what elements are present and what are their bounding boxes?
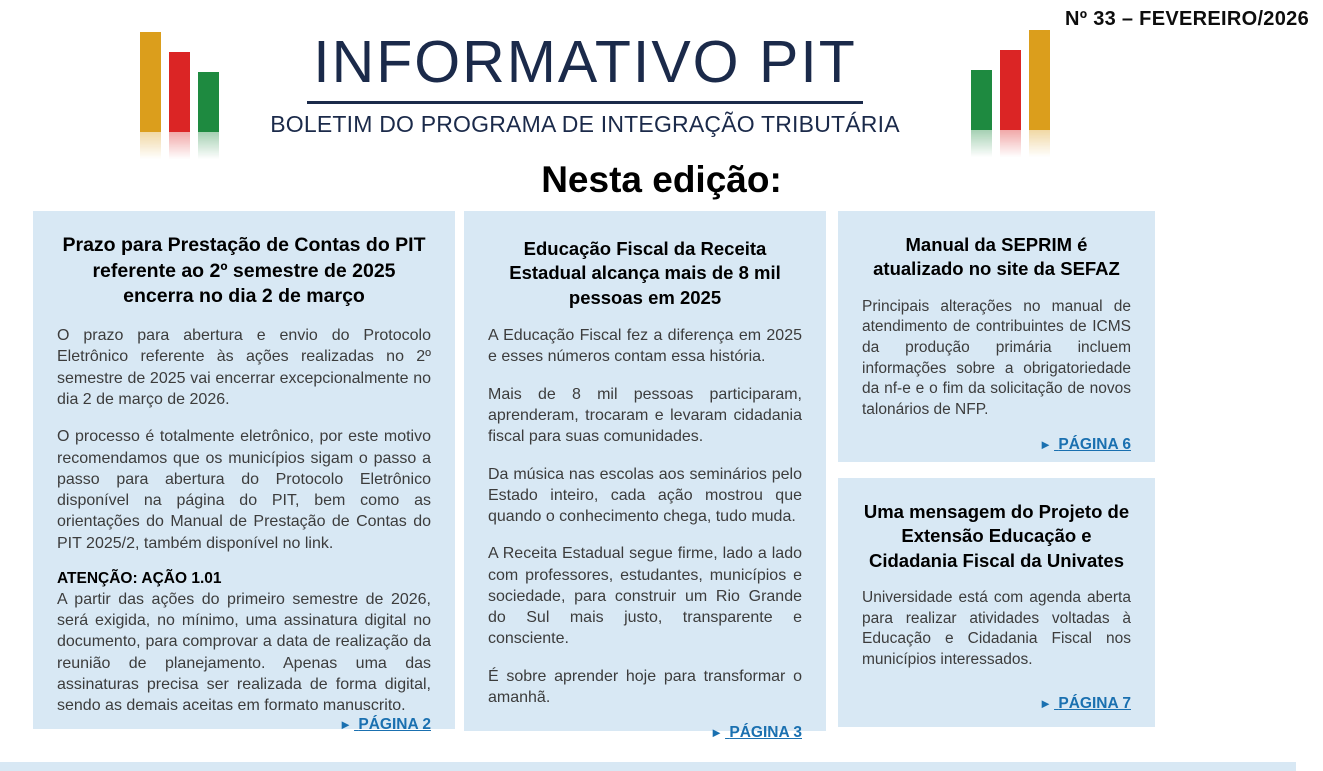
page-link-label: PÁGINA 6 — [1058, 436, 1131, 454]
card-title: Educação Fiscal da Receita Estadual alcança mais de 8 mil pessoas em 2025 — [509, 238, 781, 308]
card-paragraph: É sobre aprender hoje para transformar o amanhã. — [488, 667, 802, 706]
card-univates — [838, 478, 1155, 727]
card-prestacao-de-contas — [33, 211, 455, 734]
arrow-icon: ► — [710, 725, 726, 741]
card-paragraph: O prazo para abertura e envio do Protocolo Eletrônico referente às ações realizadas no 2º semestre de 2025 vai encerrar excepcionalmente no dia 2 de março de 2026. — [57, 327, 431, 408]
logo-right-reflection — [971, 130, 1050, 162]
card-paragraph: Mais de 8 mil pessoas participaram, aprenderam, trocaram e levaram cidadania fiscal para suas comunidades. — [488, 385, 802, 446]
card-manual-seprim — [838, 211, 1155, 462]
page-link-label: PÁGINA 7 — [1058, 695, 1131, 712]
logo-left-bars — [140, 32, 219, 164]
footer-bar — [0, 762, 1296, 771]
newsletter-subtitle: BOLETIM DO PROGRAMA DE INTEGRAÇÃO TRIBUTÁRIA — [270, 110, 900, 137]
page-link-6[interactable] — [862, 436, 1131, 454]
card-title: Uma mensagem do Projeto de Extensão Educação e Cidadania Fiscal da Univates — [863, 501, 1130, 571]
card-title: Manual da SEPRIM é atualizado no site da SEFAZ — [873, 234, 1120, 280]
arrow-icon: ► — [339, 717, 355, 733]
page-link-label: PÁGINA 3 — [729, 724, 802, 742]
card-paragraph: Universidade está com agenda aberta para realizar atividades voltadas à Educação e Cidadania Fiscal nos municípios interessados. — [862, 589, 1131, 669]
logo-bar-red — [1000, 50, 1021, 130]
logo-bar-orange — [140, 32, 161, 132]
card-paragraph: A Receita Estadual segue firme, lado a lado com professores, estudantes, municípios e sociedade, para construir um Rio Grande do Sul mais justo, transparente e consciente. — [488, 545, 802, 648]
card-educacao-fiscal — [464, 211, 826, 742]
logo-bar-green — [198, 72, 219, 132]
attention-body: A partir das ações do primeiro semestre de 2026, será exigida, no mínimo, uma assinatura digital no documento, para comprovar a data de realização da reunião de planejamento. Apenas uma das assinaturas precisa ser realizada de forma digital, sendo as demais aceitas em formato manuscrito. — [57, 590, 431, 715]
card-title: Prazo para Prestação de Contas do PIT referente ao 2º semestre de 2025 encerra no dia 2 de março — [62, 234, 426, 308]
logo-right-bars — [971, 30, 1050, 162]
page-link-3[interactable] — [488, 724, 802, 742]
card-paragraph: A Educação Fiscal fez a diferença em 2025 e esses números contam essa história. — [488, 327, 802, 366]
logo-bar-green — [971, 70, 992, 130]
arrow-icon: ► — [1039, 437, 1055, 453]
logo-bar-red — [169, 52, 190, 132]
section-heading: Nesta edição: — [541, 159, 782, 200]
card-paragraph: Da música nas escolas aos seminários pelo Estado inteiro, cada ação mostrou que quando o conhecimento chega, tudo muda. — [488, 465, 802, 526]
logo-bar-orange — [1029, 30, 1050, 130]
arrow-icon: ► — [1039, 696, 1055, 711]
issue-label: Nº 33 – FEVEREIRO/2026 — [1064, 8, 1309, 30]
page-link-label: PÁGINA 2 — [358, 716, 431, 734]
page-link-7[interactable] — [862, 695, 1131, 713]
page-link-2[interactable] — [57, 716, 431, 734]
card-paragraph: O processo é totalmente eletrônico, por este motivo recomendamos que os municípios sigam o passo a passo para abertura do Protocolo Eletrônico disponível na página do PIT, bem como as orientações do Manual de Prestação de Contas do PIT 2025/2, também disponível no link. — [57, 428, 431, 552]
header — [250, 29, 920, 138]
attention-heading: ATENÇÃO: AÇÃO 1.01 — [57, 569, 222, 587]
newsletter-title: INFORMATIVO PIT — [307, 32, 863, 104]
card-paragraph: Principais alterações no manual de atendimento de contribuintes de ICMS da produção primária incluem informações sobre a obrigatoriedade da nf-e e o fim da solicitação de novos talonários de NFP. — [862, 297, 1131, 418]
